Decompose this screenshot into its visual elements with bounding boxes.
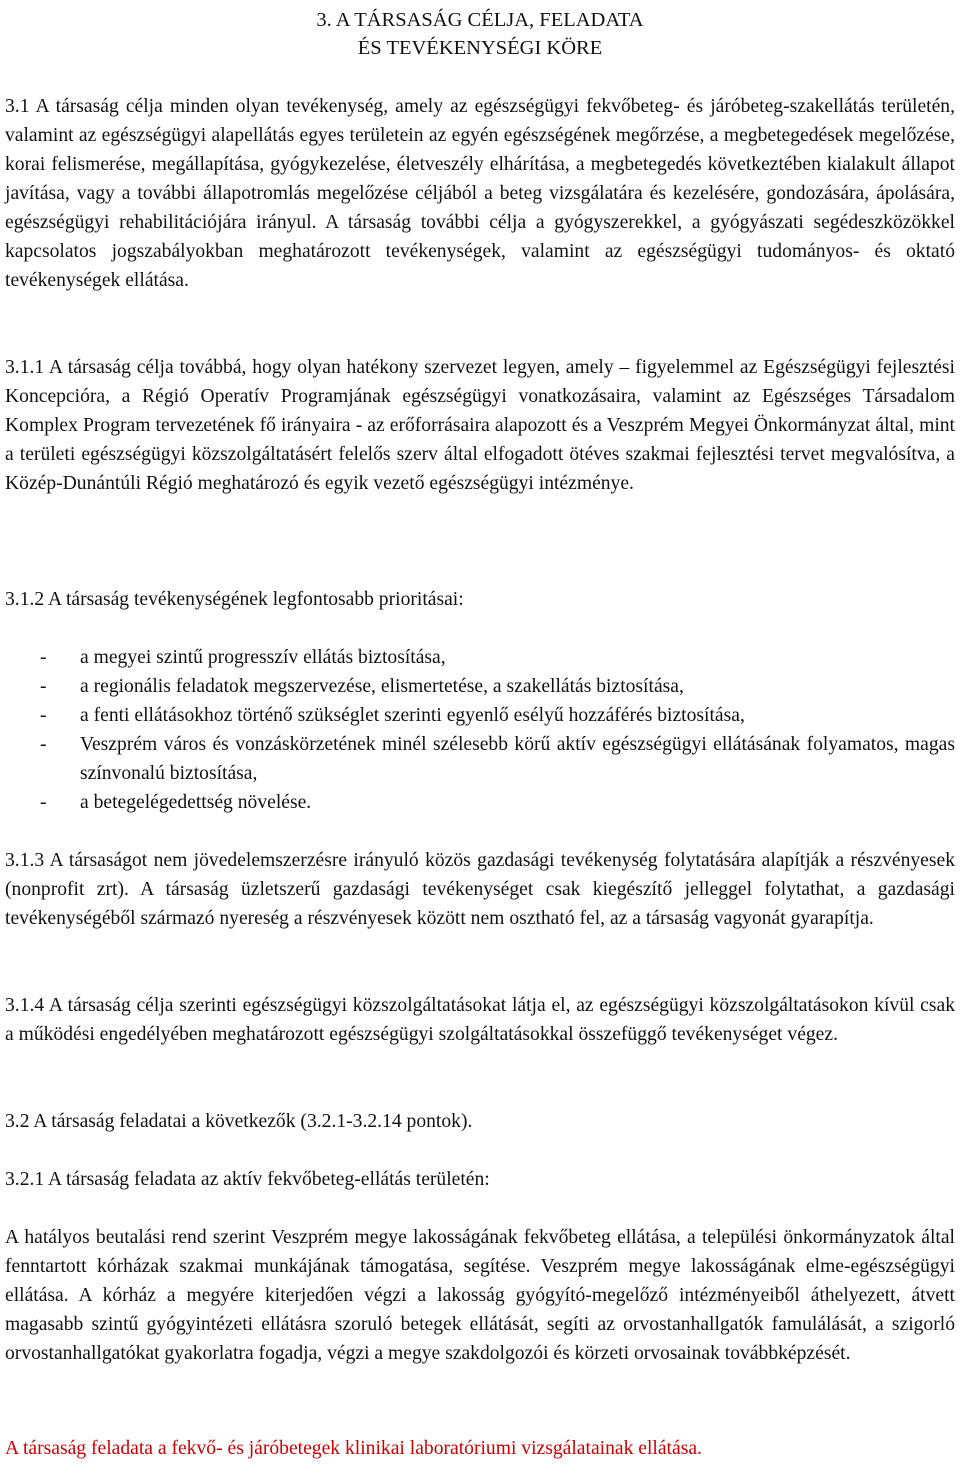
- section-heading-line-1: 3. A TÁRSASÁG CÉLJA, FELADATA: [316, 9, 644, 31]
- priorities-list: [5, 643, 955, 817]
- list-item: [5, 701, 955, 730]
- paragraph-3-1-2: 3.1.2 A társaság tevékenységének legfontosabb prioritásai:: [5, 589, 464, 610]
- paragraph-3-2: 3.2 A társaság feladatai a következők (3.2.1-3.2.14 pontok).: [5, 1111, 473, 1132]
- list-item: [5, 672, 955, 701]
- paragraph-3-2-1: 3.2.1 A társaság feladata az aktív fekvőbeteg-ellátás területén:: [5, 1169, 490, 1190]
- list-dash: -: [40, 647, 47, 668]
- list-dash: -: [40, 792, 47, 813]
- list-dash: -: [40, 705, 47, 726]
- section-heading-line-2: ÉS TEVÉKENYSÉGI KÖRE: [357, 37, 603, 59]
- paragraph-3-1-4: 3.1.4 A társaság célja szerinti egészségügyi közszolgáltatásokat látja el, az egészségügyi közszolgáltatásokon kívül csak a működési engedélyében meghatározott egészségügyi szolgáltatásokkal összefüggő tevékenységet végez.: [5, 995, 955, 1045]
- paragraph-3-1-1: 3.1.1 A társaság célja továbbá, hogy olyan hatékony szervezet legyen, amely – figyelemmel az Egészségügyi fejlesztési Koncepcióra, a Régió Operatív Programjának egészségügyi vonatkozásaira, valamint az Egészséges Társadalom Komplex Program tervezetének fő irányaira - az erőforrásaira alapozott és a Veszprém Megyei Önkormányzat által, mint a területi egészségügyi közszolgáltatásért felelős szerv által elfogadott ötéves szakmai fejlesztési tervet megvalósítva, a Közép-Dunántúli Régió meghatározó és egyik vezető egészségügyi intézménye.: [5, 357, 955, 494]
- paragraph-3-1: 3.1 A társaság célja minden olyan tevékenység, amely az egészségügyi fekvőbeteg- és járóbeteg-szakellátás területén, valamint az egészségügyi alapellátás egyes területein az egyén egészségének megőrzése, a megbetegedések megelőzése, korai felismerése, megállapítása, gyógykezelése, életveszély elhárítása, a megbetegedés következtében kialakult állapot javítása, vagy a további állapotromlás megelőzése céljából a beteg vizsgálatára és kezelésére, gondozására, ápolására, egészségügyi rehabilitációjára irányul. A társaság további célja a gyógyszerekkel, a gyógyászati segédeszközökkel kapcsolatos jogszabályokban meghatározott tevékenységek, valamint az egészségügyi tudományos- és oktató tevékenységek ellátása.: [5, 96, 955, 291]
- list-item: [5, 788, 955, 817]
- list-item-text: a fenti ellátásokhoz történő szükséglet szerinti egyenlő esélyű hozzáférés biztosítása,: [80, 705, 745, 726]
- section-heading: [0, 6, 960, 62]
- list-item-text: Veszprém város és vonzáskörzetének minél szélesebb körű aktív egészségügyi ellátásának folyamatos, magas színvonalú biztosítása,: [80, 734, 955, 784]
- paragraph-highlighted-red: A társaság feladata a fekvő- és járóbetegek klinikai laboratóriumi vizsgálatainak ellátása.: [5, 1438, 702, 1459]
- list-dash: -: [40, 676, 47, 697]
- paragraph-body: A hatályos beutalási rend szerint Veszprém megye lakosságának fekvőbeteg ellátása, a települési önkormányzatok által fenntartott kórházak szakmai munkájának támogatása, segítése. Veszprém megye lakosságának elme-egészségügyi ellátása. A kórház a megyére kiterjedően végzi a lakosság gyógyító-megelőző intézményeiből áthelyezett, átvett magasabb szintű gyógyintézeti ellátásra szoruló betegek ellátását, segíti az orvostanhallgatók famulálását, a szigorló orvostanhallgatókat gyakorlatra fogadja, végzi a megye szakdolgozói és körzeti orvosainak továbbképzését.: [5, 1227, 955, 1364]
- list-item-text: a betegelégedettség növelése.: [80, 792, 312, 813]
- list-item: [5, 730, 955, 788]
- list-item-text: a megyei szintű progresszív ellátás biztosítása,: [80, 647, 446, 668]
- list-dash: -: [40, 734, 47, 755]
- list-item: [5, 643, 955, 672]
- list-item-text: a regionális feladatok megszervezése, elismertetése, a szakellátás biztosítása,: [80, 676, 684, 697]
- paragraph-3-1-3: 3.1.3 A társaságot nem jövedelemszerzésre irányuló közös gazdasági tevékenység folytatására alapítják a részvényesek (nonprofit zrt). A társaság üzletszerű gazdasági tevékenységet csak kiegészítő jelleggel folytathat, a gazdasági tevékenységéből származó nyereség a részvényesek között nem osztható fel, az a társaság vagyonát gyarapítja.: [5, 850, 955, 929]
